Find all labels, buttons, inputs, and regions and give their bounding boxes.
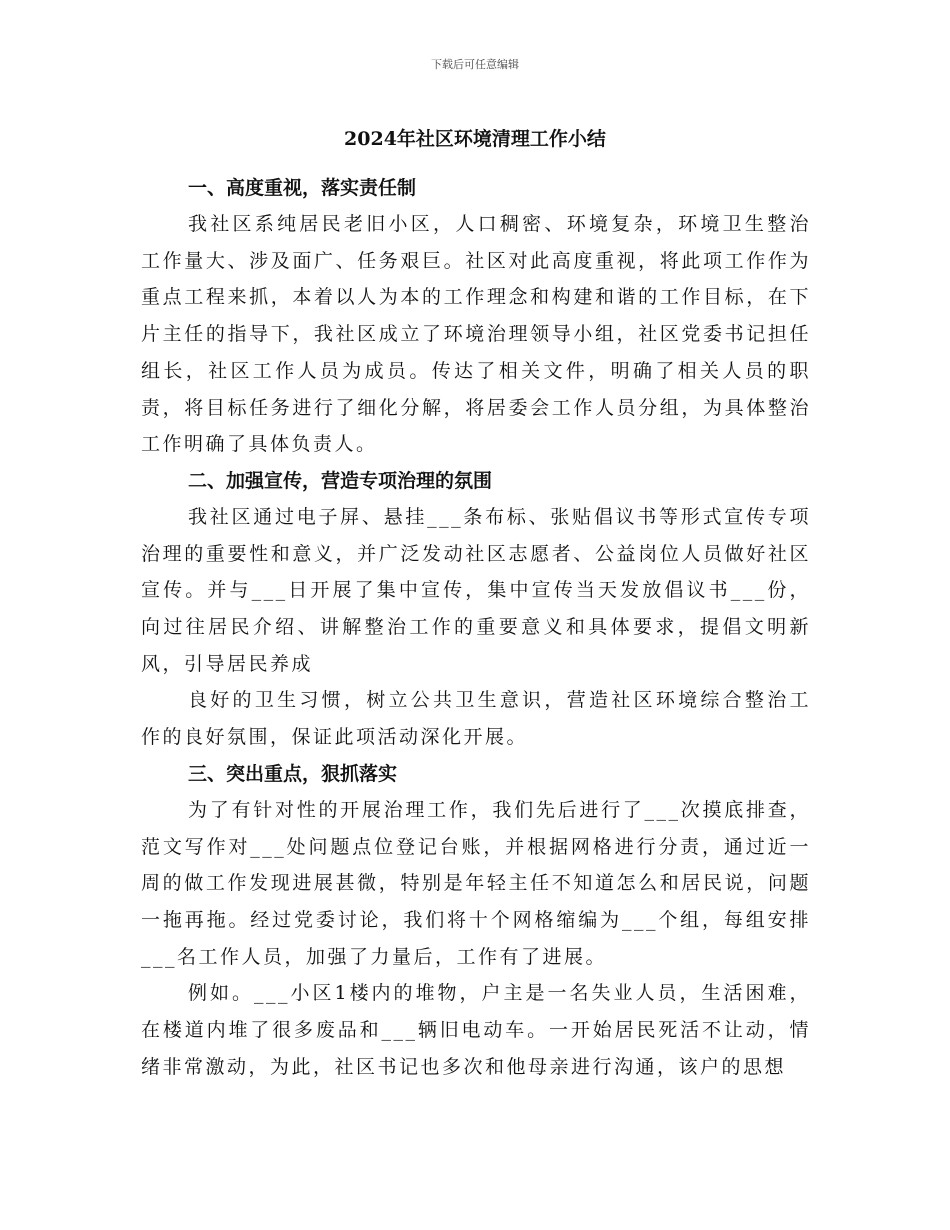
section-3-paragraph-1: 为了有针对性的开展治理工作，我们先后进行了___次摸底排查，范文写作对___处问题点位登记台账，并根据网格进行分责，通过近一周的做工作发现进展甚微，特别是年轻主任不知道怎么和居民说，问题一拖再拖。经过党委讨论，我们将十个网格缩编为___个组，每组安排___名工作人员，加强了力量后，工作有了进展。 [141,798,811,968]
document-body [141,170,811,1085]
header-note: 下载后可任意编辑 [431,58,519,71]
section-heading-3: 三、突出重点，狠抓落实 [188,762,398,785]
document-title: 2024年社区环境清理工作小结 [344,128,606,150]
section-heading-2: 二、加强宣传，营造专项治理的氛围 [188,469,493,492]
section-3-paragraph-2: 例如。___小区1楼内的堆物，户主是一名失业人员，生活困难，在楼道内堆了很多废品和___辆旧电动车。一开始居民死活不让动，情绪非常激动，为此，社区书记也多次和他母亲进行沟通，该户的思想 [141,982,811,1078]
section-2-paragraph-1: 我社区通过电子屏、悬挂___条布标、张贴倡议书等形式宣传专项治理的重要性和意义，并广泛发动社区志愿者、公益岗位人员做好社区宣传。并与___日开展了集中宣传，集中宣传当天发放倡议书___份，向过往居民介绍、讲解整治工作的重要意义和具体要求，提倡文明新风，引导居民养成 [141,505,811,675]
section-2-paragraph-2: 良好的卫生习惯，树立公共卫生意识，营造社区环境综合整治工作的良好氛围，保证此项活动深化开展。 [141,689,811,749]
section-heading-1: 一、高度重视，落实责任制 [188,177,417,199]
section-1-paragraph-1: 我社区系纯居民老旧小区，人口稠密、环境复杂，环境卫生整治工作量大、涉及面广、任务艰巨。社区对此高度重视，将此项工作作为重点工程来抓，本着以人为本的工作理念和构建和谐的工作目标，在下片主任的指导下，我社区成立了环境治理领导小组，社区党委书记担任组长，社区工作人员为成员。传达了相关文件，明确了相关人员的职责，将目标任务进行了细化分解，将居委会工作人员分组，为具体整治工作明确了具体负责人。 [141,213,811,456]
